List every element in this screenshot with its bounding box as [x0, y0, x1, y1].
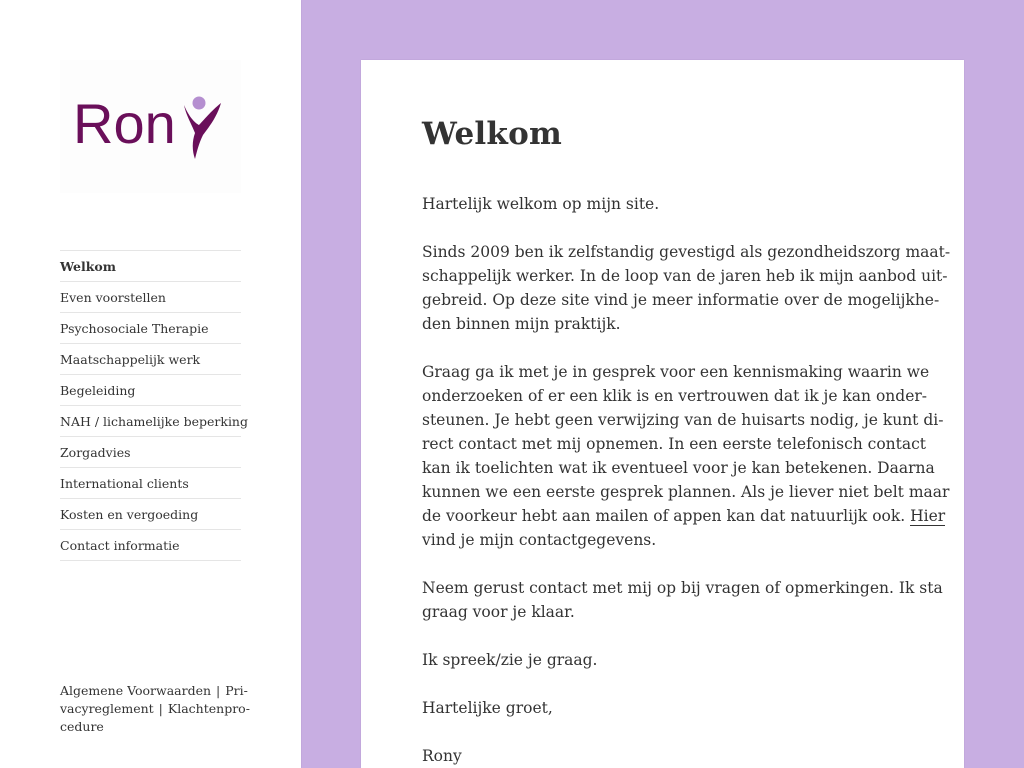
nav-item-even-voorstellen[interactable]: Even voorstellen [60, 282, 241, 313]
footer-link-privacyreglement[interactable]: Pri- [225, 683, 248, 698]
paragraph-signature: Rony [422, 747, 462, 765]
nav-item-zorgadvies[interactable]: Zorgadvies [60, 437, 241, 468]
nav-item-contact-informatie[interactable]: Contact informatie [60, 530, 241, 561]
rony-logo-icon [71, 87, 231, 167]
footer-link-klachtenprocedure[interactable]: Klachtenpro- [167, 701, 250, 716]
paragraph-contact: Neem gerust contact met mij op bij vragen of opmerkingen. Ik sta graag voor je klaar. [422, 579, 943, 621]
nav-item-psychosociale-therapie[interactable]: Psychosociale Therapie [60, 313, 241, 344]
paragraph-intro: Hartelijk welkom op mijn site. [422, 195, 660, 213]
nav-item-begeleiding[interactable]: Begeleiding [60, 375, 241, 406]
page-title: Welkom [422, 116, 562, 152]
sidebar-footer-links [60, 682, 250, 736]
nav-item-kosten-en-vergoeding[interactable]: Kosten en vergoeding [60, 499, 241, 530]
paragraph-background: Sinds 2009 ben ik zelfstandig gevestigd als gezondheidszorg maat- schappelijk werker. In de loop van de jaren heb ik mijn aanbod uit- gebreid. Op deze site vind je meer informatie over de mogelijkhe- den binnen mijn praktijk. [422, 243, 951, 333]
paragraph-spreek: Ik spreek/zie je graag. [422, 651, 598, 669]
main-navigation [60, 250, 248, 561]
page-content [422, 192, 951, 768]
footer-link-privacyreglement-cont[interactable]: vacyreglement [60, 701, 154, 716]
contact-hier-link[interactable]: Hier [910, 507, 946, 525]
nav-item-welkom[interactable]: Welkom [60, 251, 241, 282]
footer-link-algemene-voorwaarden[interactable]: Algemene Voorwaarden [60, 683, 212, 698]
nav-item-maatschappelijk-werk[interactable]: Maatschappelijk werk [60, 344, 241, 375]
site-logo[interactable] [60, 60, 241, 193]
logo-text: Ron [72, 91, 176, 155]
footer-link-klachtenprocedure-cont[interactable]: cedure [60, 719, 104, 734]
paragraph-kennismaking: Graag ga ik met je in gesprek voor een kennismaking waarin we onderzoeken of er een klik is en vertrouwen dat ik je kan onder- steunen. Je hebt geen verwijzing van de huisarts nodig, je kunt di- rect contact met mij opnemen. In een eerste telefonisch contact kan ik toelichten wat ik eventueel voor je kan betekenen. Daarna kunnen we een eerste gesprek plannen. Als je liever niet belt maar de voorkeur hebt aan mailen of appen kan dat natuurlijk ook. Hier vind je mijn contactgegevens. [422, 363, 950, 549]
paragraph-groet: Hartelijke groet, [422, 699, 553, 717]
nav-item-international-clients[interactable]: International clients [60, 468, 241, 499]
main-content-card [361, 60, 964, 768]
nav-item-nah-lichamelijke-beperking[interactable]: NAH / lichamelijke beperking [60, 406, 241, 437]
sidebar [0, 0, 301, 768]
footer-separator: | [216, 683, 221, 698]
footer-separator: | [158, 701, 163, 716]
